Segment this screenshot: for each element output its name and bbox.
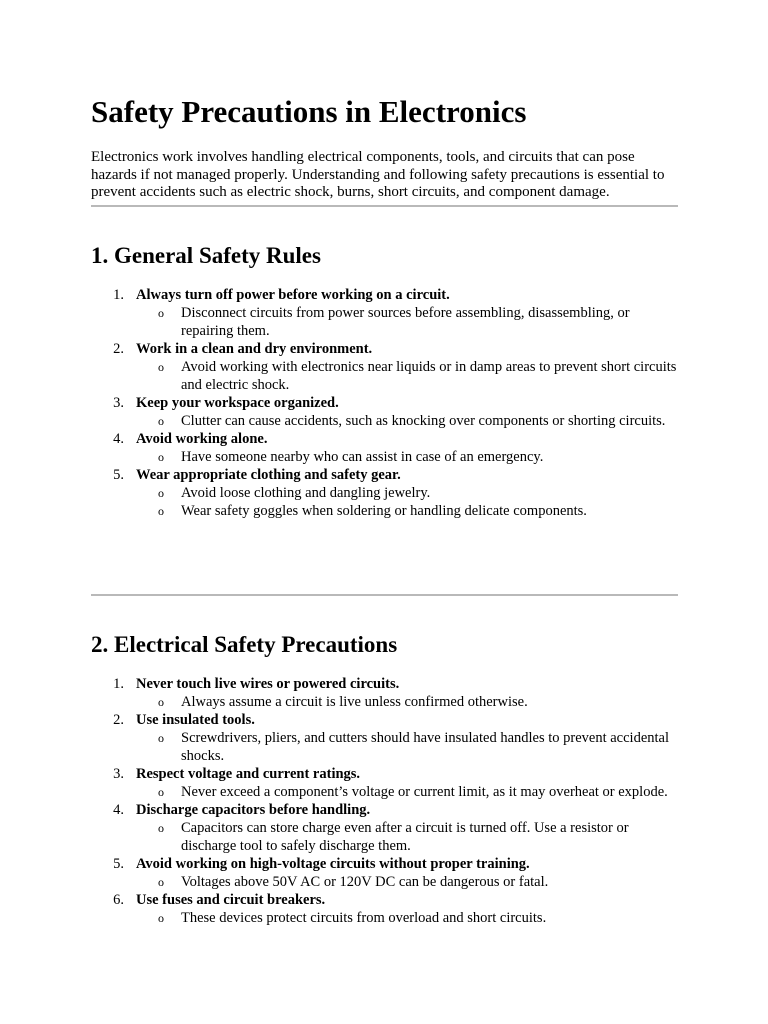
sub-list — [136, 448, 678, 466]
sub-item-text: Screwdrivers, pliers, and cutters should have insulated handles to prevent accidental shocks. — [181, 730, 670, 764]
item-title: Discharge capacitors before handling. — [136, 802, 371, 818]
sub-item-text: Always assume a circuit is live unless confirmed otherwise. — [181, 694, 528, 710]
item-title: Avoid working alone. — [136, 431, 268, 447]
item-number: 1. — [113, 676, 124, 692]
list-item — [91, 430, 678, 466]
list-item — [91, 765, 678, 801]
item-number: 5. — [113, 467, 124, 483]
item-title: Keep your workspace organized. — [136, 395, 339, 411]
item-number: 2. — [113, 712, 124, 728]
sub-list — [136, 783, 678, 801]
sub-item-text: Capacitors can store charge even after a circuit is turned off. Use a resistor or discharge tool to safely discharge them. — [181, 820, 629, 854]
sub-item — [136, 358, 678, 394]
sub-item — [136, 484, 678, 502]
item-title: Always turn off power before working on a circuit. — [136, 287, 450, 303]
item-number: 3. — [113, 766, 124, 782]
bullet-icon: o — [158, 414, 164, 428]
rules-list — [91, 675, 678, 927]
bullet-icon: o — [158, 450, 164, 464]
list-item — [91, 466, 678, 520]
item-title: Respect voltage and current ratings. — [136, 766, 361, 782]
section-divider — [91, 594, 678, 596]
bullet-icon: o — [158, 875, 164, 889]
bullet-icon: o — [158, 785, 164, 799]
sub-item-text: Avoid working with electronics near liquids or in damp areas to prevent short circuits and electric shock. — [181, 359, 677, 393]
intro-paragraph: Electronics work involves handling electrical components, tools, and circuits that can pose hazards if not managed properly. Understanding and following safety precautions is essential to prevent accidents such as electric shock, burns, short circuits, and component damage. — [91, 149, 665, 200]
sub-item — [136, 729, 678, 765]
sub-list — [136, 484, 678, 520]
list-item — [91, 855, 678, 891]
item-number: 6. — [113, 892, 124, 908]
bullet-icon: o — [158, 911, 164, 925]
sub-item — [136, 502, 678, 520]
sub-item — [136, 448, 678, 466]
sub-item-text: Wear safety goggles when soldering or handling delicate components. — [181, 503, 587, 519]
sub-item — [136, 873, 678, 891]
sub-item-text: Avoid loose clothing and dangling jewelry. — [181, 485, 431, 501]
sub-list — [136, 729, 678, 765]
sub-item-text: These devices protect circuits from overload and short circuits. — [181, 910, 547, 926]
item-number: 5. — [113, 856, 124, 872]
item-number: 4. — [113, 802, 124, 818]
item-number: 1. — [113, 287, 124, 303]
sub-item — [136, 909, 678, 927]
item-title: Never touch live wires or powered circuits. — [136, 676, 400, 692]
sub-item-text: Never exceed a component’s voltage or current limit, as it may overheat or explode. — [181, 784, 668, 800]
section-heading: 2. Electrical Safety Precautions — [91, 632, 398, 657]
list-item — [91, 711, 678, 765]
sub-list — [136, 358, 678, 394]
sub-item — [136, 693, 678, 711]
rules-list — [91, 286, 678, 520]
bullet-icon: o — [158, 360, 164, 374]
item-number: 3. — [113, 395, 124, 411]
list-item — [91, 891, 678, 927]
sub-list — [136, 819, 678, 855]
bullet-icon: o — [158, 504, 164, 518]
section-general-safety — [91, 242, 678, 594]
item-title: Work in a clean and dry environment. — [136, 341, 373, 357]
list-item — [91, 286, 678, 340]
sub-list — [136, 304, 678, 340]
sub-list — [136, 412, 678, 430]
item-title: Wear appropriate clothing and safety gear. — [136, 467, 401, 483]
section-divider — [91, 205, 678, 207]
sub-list — [136, 909, 678, 927]
item-number: 4. — [113, 431, 124, 447]
bullet-icon: o — [158, 821, 164, 835]
document-body — [91, 93, 678, 927]
sub-item — [136, 412, 678, 430]
item-title: Use fuses and circuit breakers. — [136, 892, 326, 908]
bullet-icon: o — [158, 731, 164, 745]
item-title: Avoid working on high-voltage circuits without proper training. — [136, 856, 530, 872]
sub-item — [136, 783, 678, 801]
sub-item-text: Have someone nearby who can assist in case of an emergency. — [181, 449, 544, 465]
item-title: Use insulated tools. — [136, 712, 255, 728]
page-title: Safety Precautions in Electronics — [91, 94, 527, 129]
bullet-icon: o — [158, 306, 164, 320]
item-number: 2. — [113, 341, 124, 357]
section-heading: 1. General Safety Rules — [91, 243, 321, 268]
section-electrical-safety — [91, 631, 678, 927]
sub-item-text: Clutter can cause accidents, such as knocking over components or shorting circuits. — [181, 413, 666, 429]
list-item — [91, 340, 678, 394]
sub-list — [136, 693, 678, 711]
bullet-icon: o — [158, 486, 164, 500]
sub-item-text: Disconnect circuits from power sources before assembling, disassembling, or repairing them. — [181, 305, 630, 339]
bullet-icon: o — [158, 695, 164, 709]
list-item — [91, 675, 678, 711]
sub-list — [136, 873, 678, 891]
list-item — [91, 394, 678, 430]
sub-item — [136, 304, 678, 340]
sub-item — [136, 819, 678, 855]
list-item — [91, 801, 678, 855]
sub-item-text: Voltages above 50V AC or 120V DC can be dangerous or fatal. — [181, 874, 549, 890]
